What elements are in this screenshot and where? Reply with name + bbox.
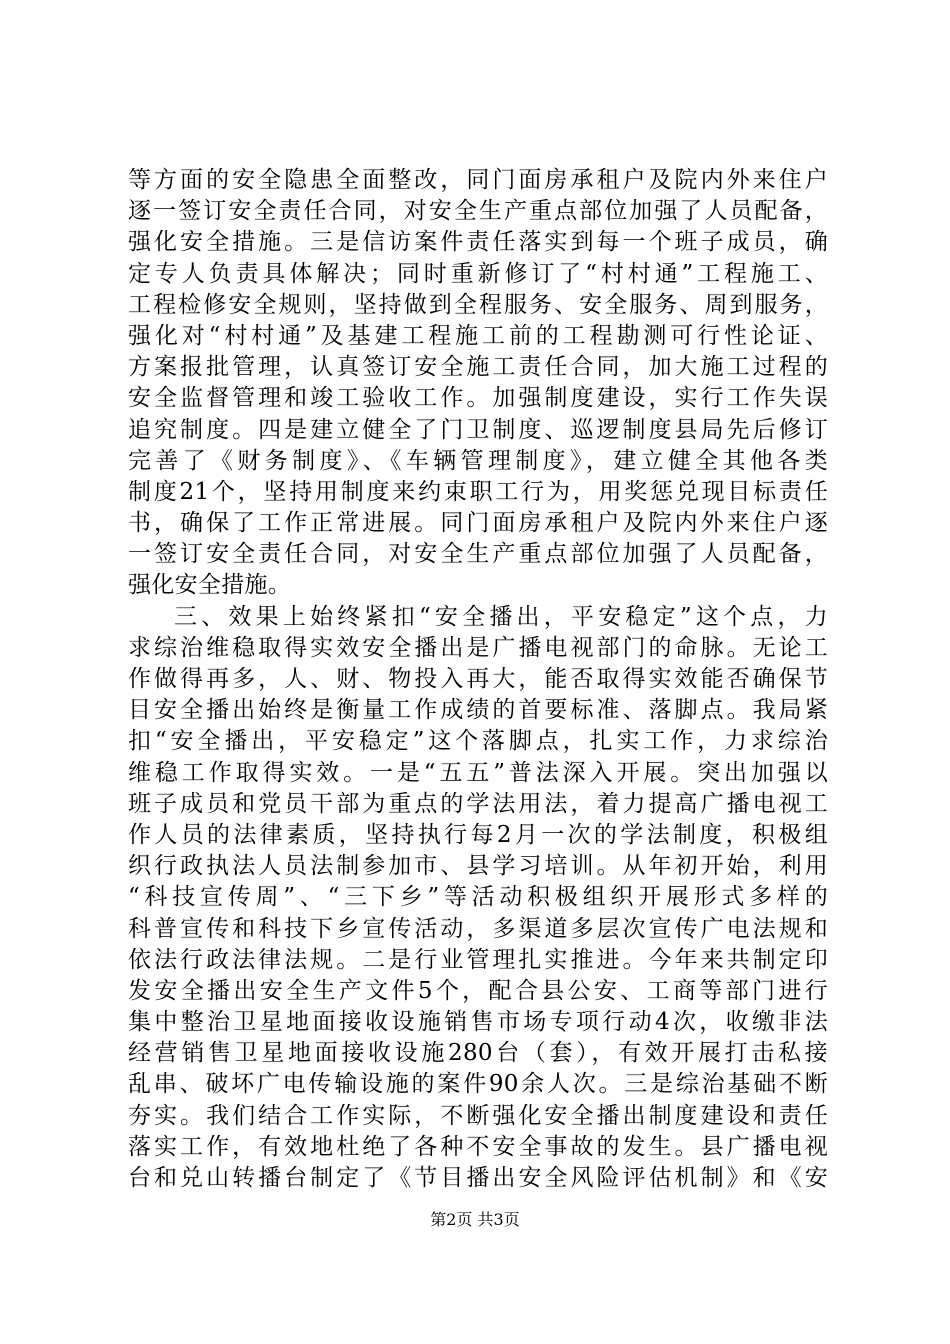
text-line: 发安全播出安全生产文件5个，配合县公安、工商等部门进行 xyxy=(128,977,828,1004)
text-line: 依法行政法律法规。二是行业管理扎实推进。今年来共制定印 xyxy=(128,946,828,973)
text-line: 班子成员和党员干部为重点的学法用法，着力提高广播电视工 xyxy=(128,790,828,817)
text-line: 一签订安全责任合同，对安全生产重点部位加强了人员配备， xyxy=(128,541,828,568)
text-line: 完善了《财务制度》、《车辆管理制度》，建立健全其他各类 xyxy=(128,447,828,474)
text-line: 强化对“村村通”及基建工程施工前的工程勘测可行性论证、 xyxy=(128,322,828,349)
text-line: “科技宣传周”、“三下乡”等活动积极组织开展形式多样的 xyxy=(128,884,828,911)
text-line: 追究制度。四是建立健全了门卫制度、巡逻制度县局先后修订 xyxy=(128,416,828,443)
text-line: 求综治维稳取得实效安全播出是广播电视部门的命脉。无论工 xyxy=(128,634,828,661)
text-line: 作人员的法律素质，坚持执行每2月一次的学法制度，积极组 xyxy=(128,821,828,848)
text-line: 作做得再多，人、财、物投入再大，能否取得实效能否确保节 xyxy=(128,666,828,692)
text-line: 方案报批管理，认真签订安全施工责任合同，加大施工过程的 xyxy=(128,354,828,381)
text-line: 强化安全措施。 xyxy=(128,572,292,599)
text-line: 安全监督管理和竣工验收工作。加强制度建设，实行工作失误 xyxy=(128,385,828,412)
text-line: 集中整治卫星地面接收设施销售市场专项行动4次，收缴非法 xyxy=(128,1009,828,1036)
text-line: 夯实。我们结合工作实际，不断强化安全播出制度建设和责任 xyxy=(128,1102,828,1129)
text-line: 维稳工作取得实效。一是“五五”普法深入开展。突出加强以 xyxy=(128,759,828,786)
text-line: 扣“安全播出，平安稳定”这个落脚点，扎实工作，力求综治 xyxy=(128,728,828,755)
paragraph-start-line: 三、效果上始终紧扣“安全播出，平安稳定”这个点，力 xyxy=(174,603,828,630)
text-line: 等方面的安全隐患全面整改，同门面房承租户及院内外来住户 xyxy=(128,167,828,193)
body-text xyxy=(128,165,828,1194)
text-line: 台和兑山转播台制定了《节目播出安全风险评估机制》和《安 xyxy=(128,1165,828,1191)
text-line: 工程检修安全规则，坚持做到全程服务、安全服务、周到服务， xyxy=(128,291,828,318)
text-line: 织行政执法人员法制参加市、县学习培训。从年初开始，利用 xyxy=(128,853,828,880)
text-line: 科普宣传和科技下乡宣传活动，多渠道多层次宣传广电法规和 xyxy=(128,915,828,942)
page-number-label: 第2页 共3页 xyxy=(430,1210,520,1229)
text-line: 乱串、破坏广电传输设施的案件90余人次。三是综治基础不断 xyxy=(128,1071,828,1098)
text-line: 落实工作，有效地杜绝了各种不安全事故的发生。县广播电视 xyxy=(128,1133,828,1160)
text-line: 目安全播出始终是衡量工作成绩的首要标准、落脚点。我局紧 xyxy=(128,697,828,724)
text-line: 定专人负责具体解决；同时重新修订了“村村通”工程施工、 xyxy=(128,260,828,287)
text-line: 逐一签订安全责任合同，对安全生产重点部位加强了人员配备， xyxy=(128,198,828,225)
text-line: 强化安全措施。三是信访案件责任落实到每一个班子成员，确 xyxy=(128,229,828,256)
text-line: 制度21个，坚持用制度来约束职工行为，用奖惩兑现目标责任 xyxy=(128,478,828,505)
page-footer xyxy=(0,1210,950,1230)
text-line: 经营销售卫星地面接收设施280台（套），有效开展打击私接 xyxy=(128,1040,828,1067)
text-line: 书，确保了工作正常进展。同门面房承租户及院内外来住户逐 xyxy=(128,510,828,537)
